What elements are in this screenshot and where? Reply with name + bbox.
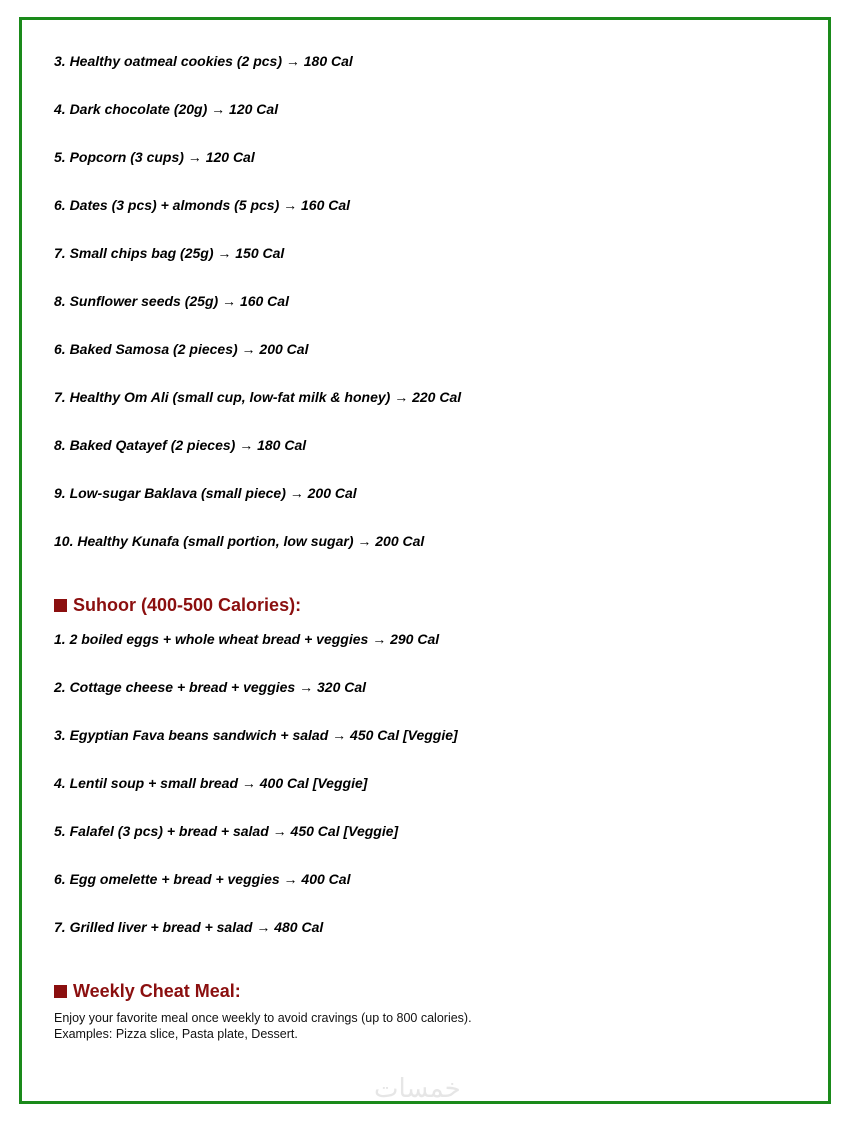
list-item: 10. Healthy Kunafa (small portion, low sugar) → 200 Cal [54,533,425,549]
list-item: 6. Dates (3 pcs) + almonds (5 pcs) → 160 Cal [54,197,351,213]
list-item: 3. Egyptian Fava beans sandwich + salad → 450 Cal [Veggie] [54,727,458,743]
list-item: 6. Baked Samosa (2 pieces) → 200 Cal [54,341,309,357]
list-item: 7. Grilled liver + bread + salad → 480 Cal [54,919,324,935]
square-bullet-icon [54,599,67,612]
square-bullet-icon [54,985,67,998]
list-item: 1. 2 boiled eggs + whole wheat bread + veggies → 290 Cal [54,631,440,647]
cheat-meal-line-2: Examples: Pizza slice, Pasta plate, Dessert. [54,1027,298,1041]
cheat-meal-note [54,1010,814,1042]
list-item: 9. Low-sugar Baklava (small piece) → 200 Cal [54,485,357,501]
list-item: 7. Healthy Om Ali (small cup, low-fat milk & honey) → 220 Cal [54,389,462,405]
cheat-meal-line-1: Enjoy your favorite meal once weekly to avoid cravings (up to 800 calories). [54,1011,472,1025]
list-item: 4. Lentil soup + small bread → 400 Cal [Veggie] [54,775,368,791]
list-item: 6. Egg omelette + bread + veggies → 400 Cal [54,871,351,887]
snack-list [54,20,814,581]
list-item: 5. Falafel (3 pcs) + bread + salad → 450 Cal [Veggie] [54,823,399,839]
cheat-meal-heading [54,980,814,1002]
suhoor-heading [54,594,814,616]
list-item: 5. Popcorn (3 cups) → 120 Cal [54,149,255,165]
list-item: 4. Dark chocolate (20g) → 120 Cal [54,101,279,117]
list-item: 3. Healthy oatmeal cookies (2 pcs) → 180 Cal [54,53,353,69]
suhoor-heading-text: Suhoor (400-500 Calories): [73,594,302,615]
page-frame [19,17,831,1104]
list-item: 8. Sunflower seeds (25g) → 160 Cal [54,293,289,309]
suhoor-list [54,631,814,967]
list-item: 8. Baked Qatayef (2 pieces) → 180 Cal [54,437,307,453]
document-content [54,20,814,1042]
khamsat-watermark: خمسات [374,1074,461,1104]
list-item: 2. Cottage cheese + bread + veggies → 320 Cal [54,679,367,695]
cheat-meal-heading-text: Weekly Cheat Meal: [73,980,241,1001]
list-item: 7. Small chips bag (25g) → 150 Cal [54,245,285,261]
